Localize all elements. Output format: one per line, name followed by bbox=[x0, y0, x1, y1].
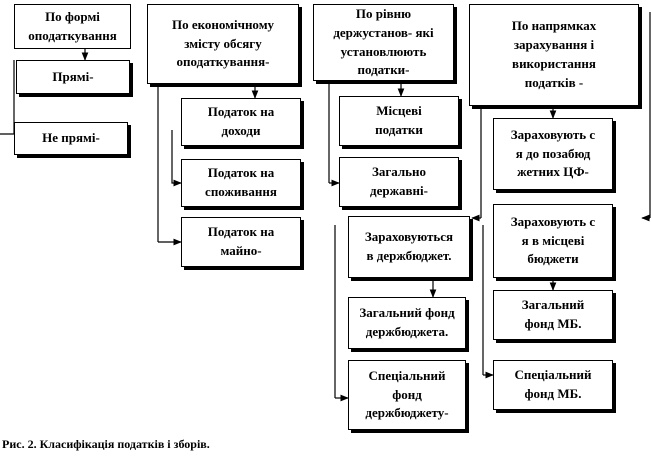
box-spetsialnyi-fond-derzhbiudzhetu: Спеціальний фонд держбюджету- bbox=[348, 360, 466, 430]
box-pryami: Прямі- bbox=[16, 60, 130, 94]
box-podatok-na-maino: Податок на майно- bbox=[181, 217, 301, 267]
connector-to-spozhyvannia bbox=[172, 130, 181, 183]
header-ekonomichnyi-zmist: По економічному змісту обсягу оподаткування- bbox=[147, 4, 299, 84]
box-zahalnyi-fond-mb: Загальний фонд МБ. bbox=[493, 290, 613, 340]
box-zarakhovuiutsia-mistsevi-biudzhety: Зараховують с я в місцеві бюджети bbox=[493, 204, 613, 278]
box-zarakhovuiutsia-derzhbiudzhet: Зараховуються в держбюджет. bbox=[348, 216, 470, 278]
box-spetsialnyi-fond-mb: Спеціальний фонд МБ. bbox=[493, 360, 613, 410]
box-zarakhovuiutsia-pozabiudzhetni: Зараховують с я до позабюд жетних ЦФ- bbox=[493, 118, 613, 190]
box-podatok-na-spozhyvannia: Податок на споживання bbox=[181, 159, 301, 207]
box-zahalno-derzhavni: Загально державні- bbox=[339, 157, 459, 207]
header-po-formi: По формі оподаткування bbox=[14, 4, 131, 49]
box-podatok-na-dokhody: Податок на доходи bbox=[181, 98, 301, 146]
box-ne-pryami: Не прямі- bbox=[14, 122, 128, 155]
box-zahalnyi-fond-derzhbiudzheta: Загальний фонд держбюджета. bbox=[348, 297, 466, 349]
box-mistsevi-podatky: Місцеві податки bbox=[339, 96, 459, 146]
header-po-rivniu: По рівню держустанов- які установлюють податки- bbox=[313, 4, 454, 81]
figure-caption: Рис. 2. Класифікація податків і зборів. bbox=[2, 437, 210, 451]
header-po-napriamkakh: По напрямках зарахування і використання податків - bbox=[469, 4, 639, 106]
